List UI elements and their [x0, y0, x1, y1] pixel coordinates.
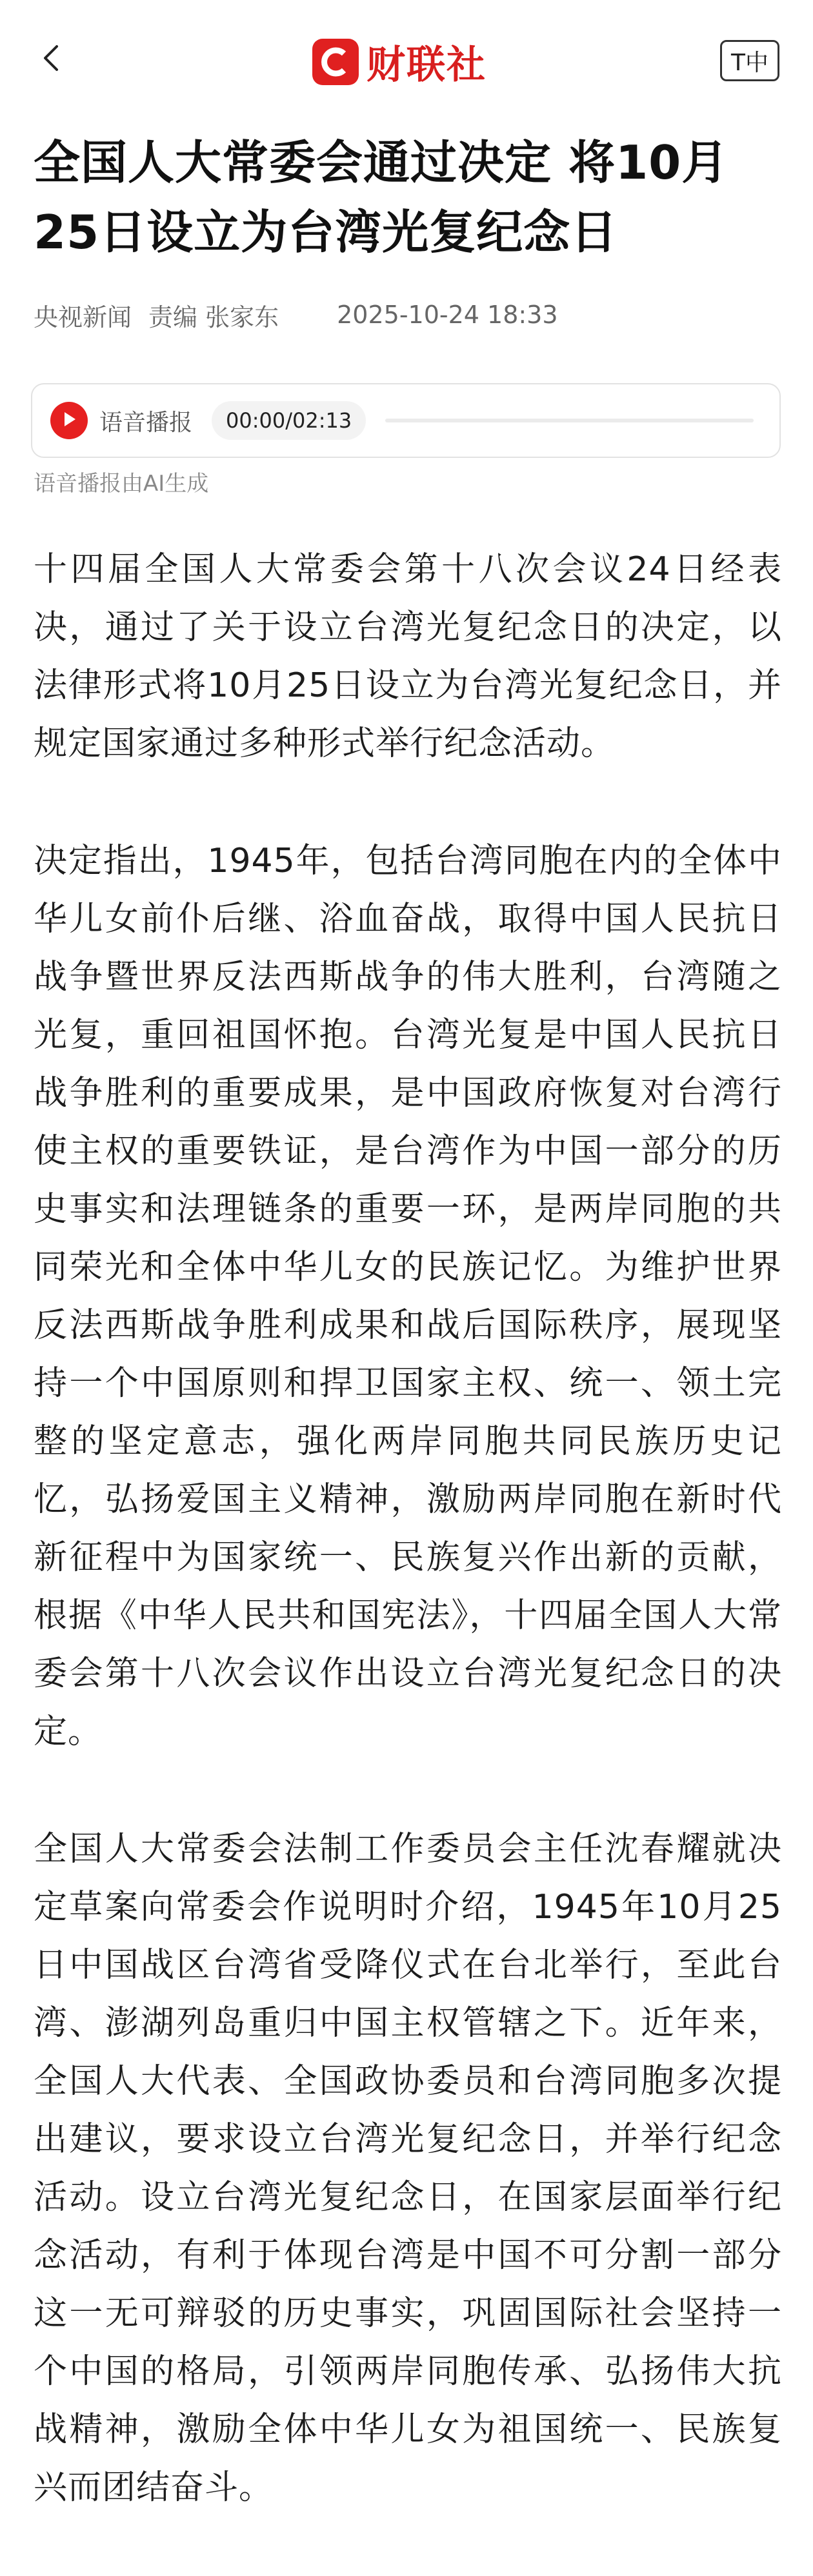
audio-label: 语音播报	[99, 409, 193, 436]
bottom-fade	[0, 2517, 813, 2562]
body-paragraph: 十四届全国人大常委会第十八次会议24日经表决，通过了关于设立台湾光复纪念日的决定，以法律形式将10月25日设立为台湾光复纪念日，并规定国家通过多种形式举行纪念活动。	[34, 550, 782, 763]
article-editor: 责编 张家东	[148, 302, 279, 332]
article-body	[34, 540, 782, 2576]
play-icon	[61, 411, 77, 430]
chevron-left-icon	[39, 43, 65, 76]
article-meta	[34, 295, 558, 334]
article-datetime: 2025-10-24 18:33	[337, 301, 558, 329]
brand-logo	[312, 35, 487, 88]
brand-name: 财联社	[366, 43, 487, 88]
brand-logo-mark	[312, 39, 359, 85]
back-button[interactable]	[32, 40, 71, 79]
play-button[interactable]	[50, 402, 88, 439]
ai-generated-note: 语音播报由AI生成	[34, 471, 209, 497]
body-paragraph: 决定指出，1945年，包括台湾同胞在内的全体中华儿女前仆后继、浴血奋战，取得中国人民抗日战争暨世界反法西斯战争的伟大胜利，台湾随之光复，重回祖国怀抱。台湾光复是中国人民抗日战争胜利的重要成果，是中国政府恢复对台湾行使主权的重要铁证，是台湾作为中国一部分的历史事实和法理链条的重要一环，是两岸同胞的共同荣光和全体中华儿女的民族记忆。为维护世界反法西斯战争胜利成果和战后国际秩序，展现坚持一个中国原则和捍卫国家主权、统一、领土完整的坚定意志，强化两岸同胞共同民族历史记忆，弘扬爱国主义精神，激励两岸同胞在新时代新征程中为国家统一、民族复兴作出新的贡献，根据《中华人民共和国宪法》，十四届全国人大常委会第十八次会议作出设立台湾光复纪念日的决定。	[34, 842, 782, 1751]
article-title: 全国人大常委会通过决定 将10月25日设立为台湾光复纪念日	[34, 135, 729, 259]
audio-time: 00:00/02:13	[212, 401, 366, 440]
font-size-button[interactable]: T中	[720, 40, 779, 81]
audio-progress-bar[interactable]	[385, 419, 754, 422]
body-paragraph: 全国人大常委会法制工作委员会主任沈春耀就决定草案向常委会作说明时介绍，1945年10月25日中国战区台湾省受降仪式在台北举行，至此台湾、澎湖列岛重归中国主权管辖之下。近年来，全国人大代表、全国政协委员和台湾同胞多次提出建议，要求设立台湾光复纪念日，并举行纪念活动。设立台湾光复纪念日，在国家层面举行纪念活动，有利于体现台湾是中国不可分割一部分这一无可辩驳的历史事实，巩固国际社会坚持一个中国的格局，引领两岸同胞传承、弘扬伟大抗战精神，激励全体中华儿女为祖国统一、民族复兴而团结奋斗。	[34, 1830, 782, 2507]
top-bar	[0, 0, 813, 123]
audio-player	[31, 383, 781, 458]
article-source: 央视新闻	[34, 302, 132, 332]
